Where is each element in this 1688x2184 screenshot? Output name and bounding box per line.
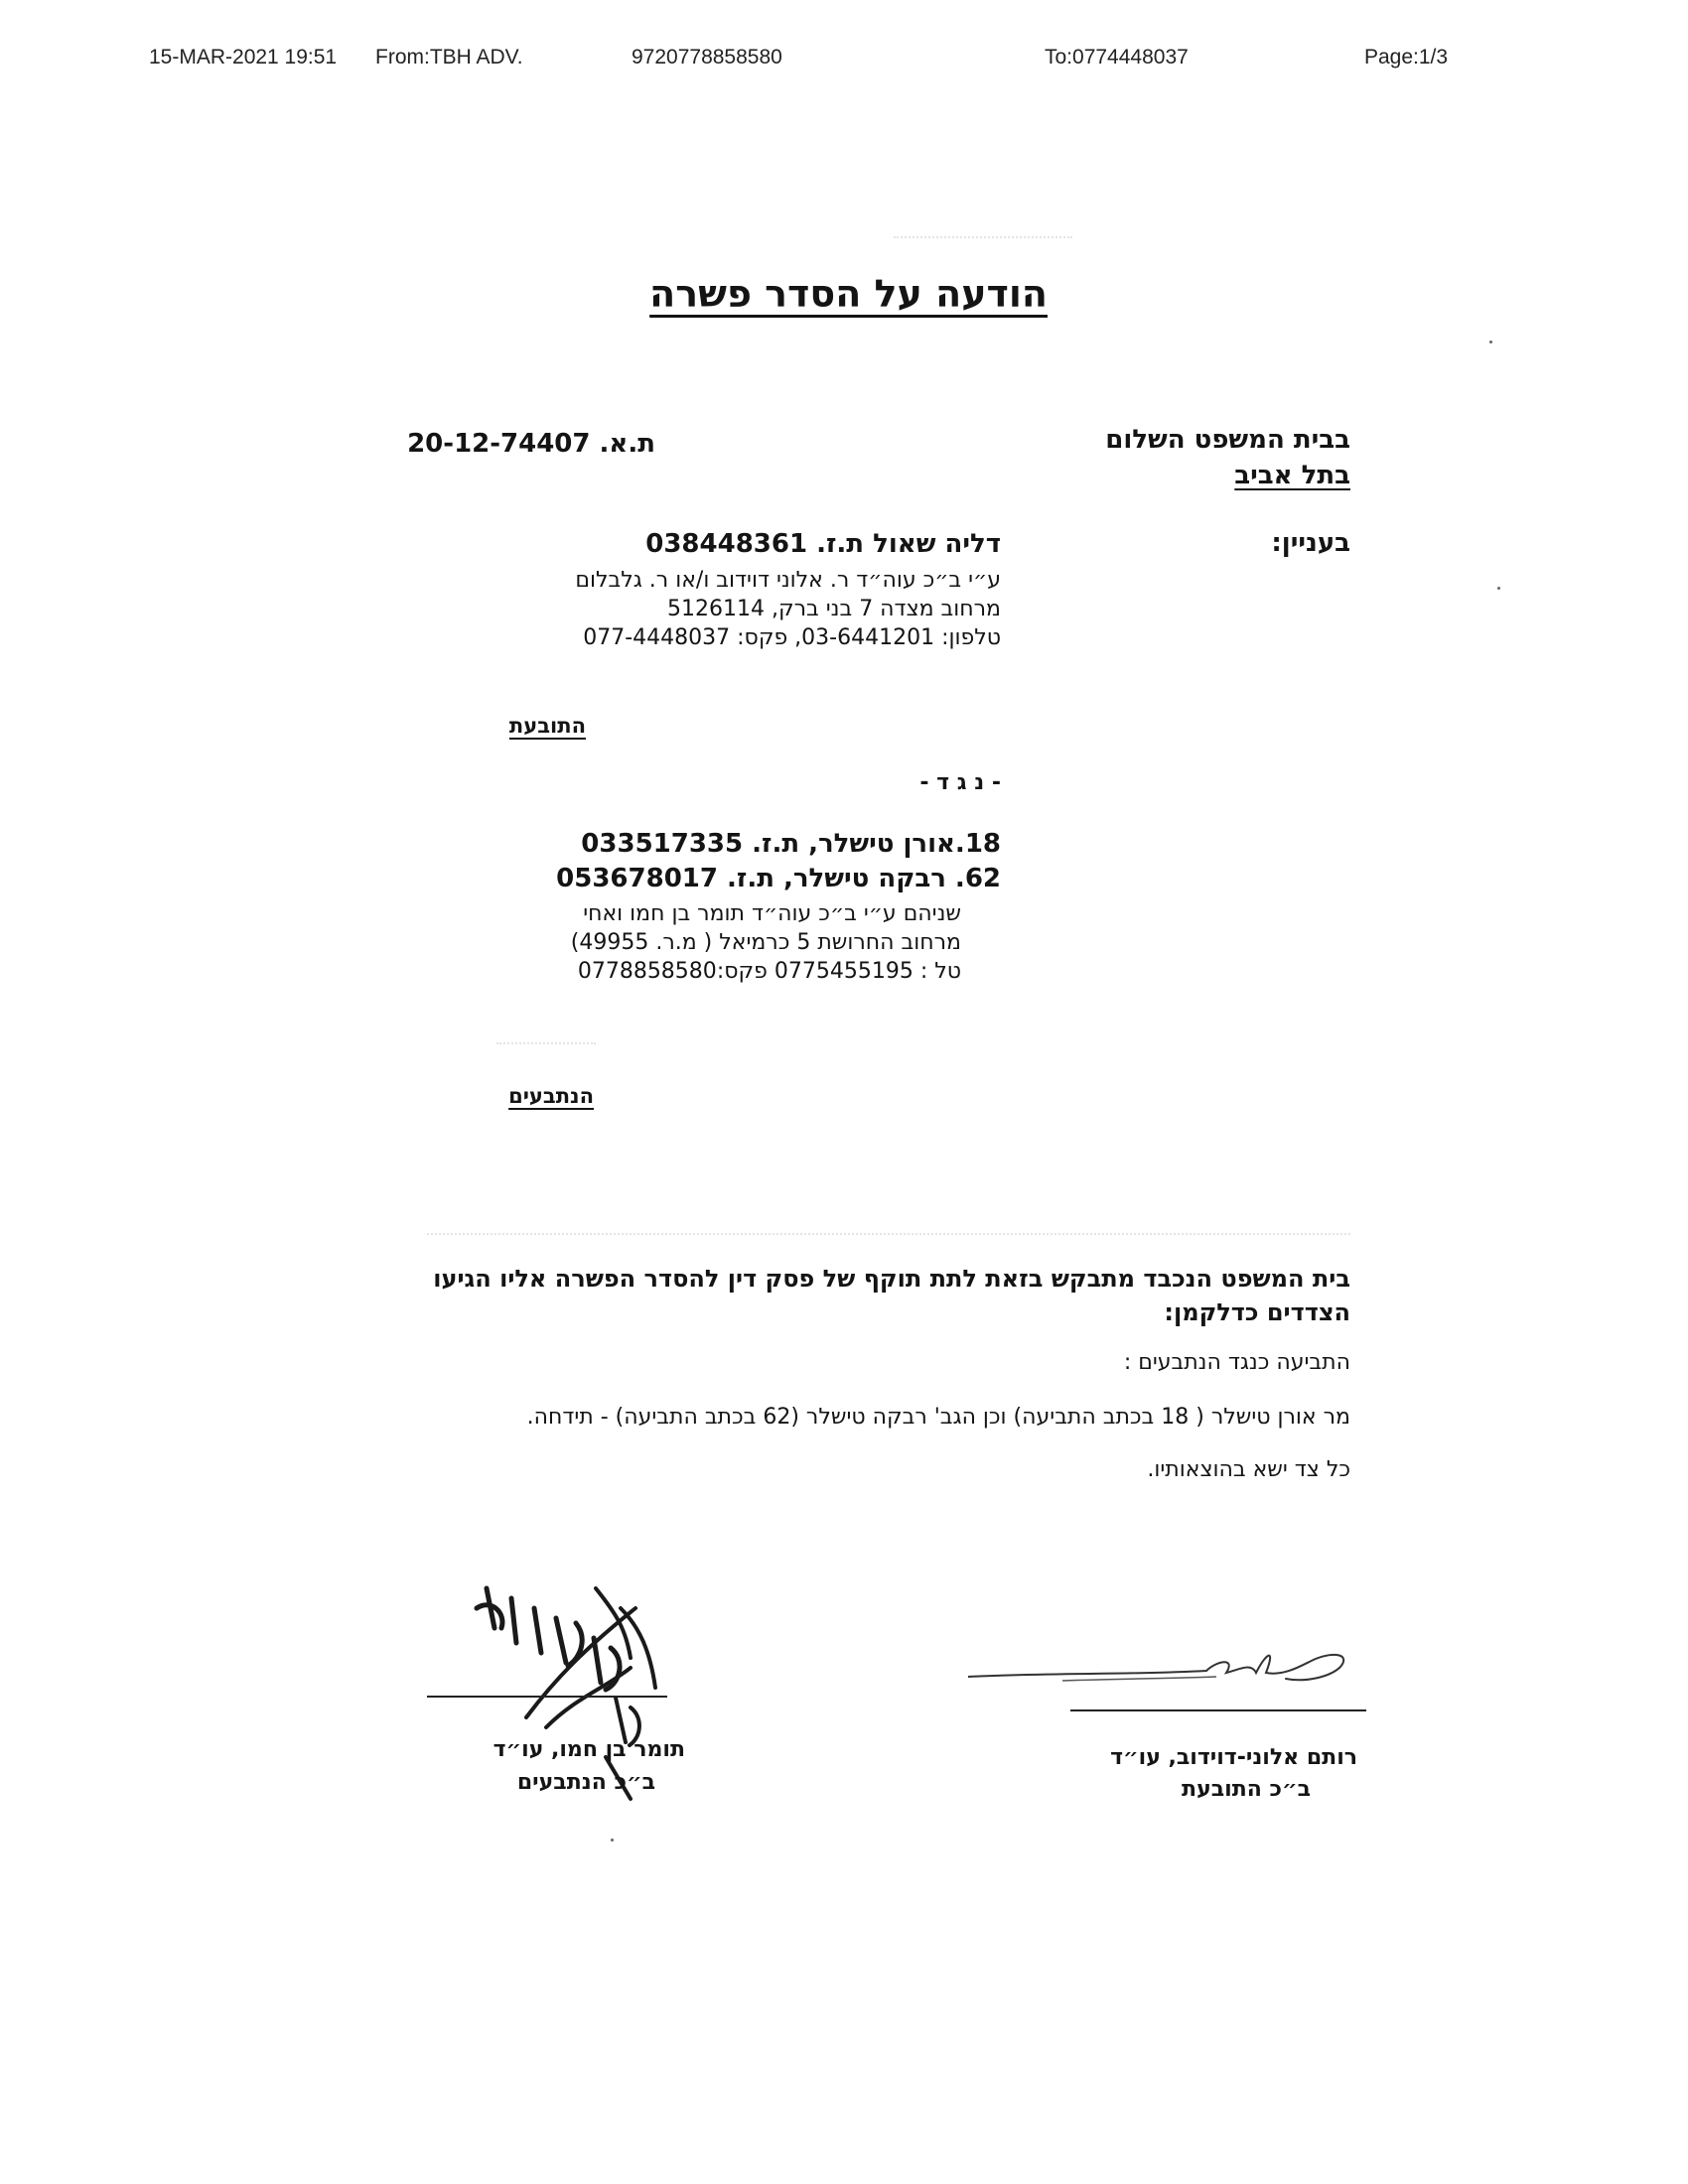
defendant-1: 18.אורן טישלר, ת.ז. 033517335 xyxy=(581,829,1001,859)
defendants-counsel: שניהם ע״י ב״כ עוה״ד תומר בן חמו ואחי xyxy=(583,901,961,926)
scan-artifact xyxy=(427,1233,1350,1235)
plaintiff-counsel: ע״י ב״כ עוה״ד ר. אלוני דוידוב ו/או ר. גלבלום xyxy=(575,568,1001,593)
plaintiff-signature-line xyxy=(1070,1709,1366,1711)
defendants-role: הנתבעים xyxy=(508,1084,594,1108)
claim-label: התביעה כנגד הנתבעים : xyxy=(1123,1350,1350,1375)
versus: - נ ג ד - xyxy=(919,770,1001,795)
plaintiff-counsel-role: ב״כ התובעת xyxy=(1182,1777,1311,1802)
fax-page: Page:1/3 xyxy=(1364,46,1449,68)
fax-to: To:0774448037 xyxy=(1045,46,1189,68)
plaintiff-address: מרחוב מצדה 7 בני ברק, 5126114 xyxy=(667,597,1001,621)
court-city: בתל אביב xyxy=(1234,461,1350,490)
plaintiff-counsel-name: רותם אלוני-דוידוב, עו״ד xyxy=(1110,1745,1357,1770)
costs-clause: כל צד ישא בהוצאותיו. xyxy=(1147,1457,1350,1482)
fax-datetime: 15-MAR-2021 19:51 xyxy=(149,46,338,68)
defendant-2: 62. רבקה טישלר, ת.ז. 053678017 xyxy=(556,864,1001,893)
defendants-signature-line xyxy=(427,1696,667,1698)
scan-speck xyxy=(611,1839,614,1842)
scan-speck xyxy=(1497,587,1500,590)
request-line-2: הצדדים כדלקמן: xyxy=(1164,1298,1350,1326)
court-name: בבית המשפט השלום xyxy=(1105,425,1350,455)
plaintiff-name: דליה שאול ת.ז. 038448361 xyxy=(645,529,1001,559)
case-number: ת.א. 20-12-74407 xyxy=(407,429,655,459)
scan-artifact xyxy=(496,1042,596,1044)
fax-from: From:TBH ADV. xyxy=(375,46,523,68)
scan-speck xyxy=(1489,341,1492,343)
plaintiff-signature xyxy=(968,1633,1365,1712)
plaintiff-role: התובעת xyxy=(508,714,586,738)
defendants-counsel-role: ב״כ הנתבעים xyxy=(516,1770,655,1795)
dismissal-clause: מר אורן טישלר ( 18 בכתב התביעה) וכן הגב' רבקה טישלר (62 בכתב התביעה) - תידחה. xyxy=(526,1405,1350,1430)
fax-number: 9720778858580 xyxy=(632,46,782,68)
defendants-address: מרחוב החרושת 5 כרמיאל ( מ.ר. 49955) xyxy=(570,930,961,955)
regarding-label: בעניין: xyxy=(1271,528,1350,558)
scan-artifact xyxy=(894,236,1072,238)
request-line-1: בית המשפט הנכבד מתבקש בזאת לתת תוקף של פסק דין להסדר הפשרה אליו הגיעו xyxy=(433,1265,1350,1293)
defendants-phone: טל : 0775455195 פקס:0778858580 xyxy=(577,959,961,984)
document-title: הודעה על הסדר פשרה xyxy=(649,272,1048,316)
plaintiff-phone: טלפון: 03-6441201, פקס: 077-4448037 xyxy=(583,625,1001,650)
defendants-counsel-name: תומר בן חמו, עו״ד xyxy=(492,1737,685,1762)
